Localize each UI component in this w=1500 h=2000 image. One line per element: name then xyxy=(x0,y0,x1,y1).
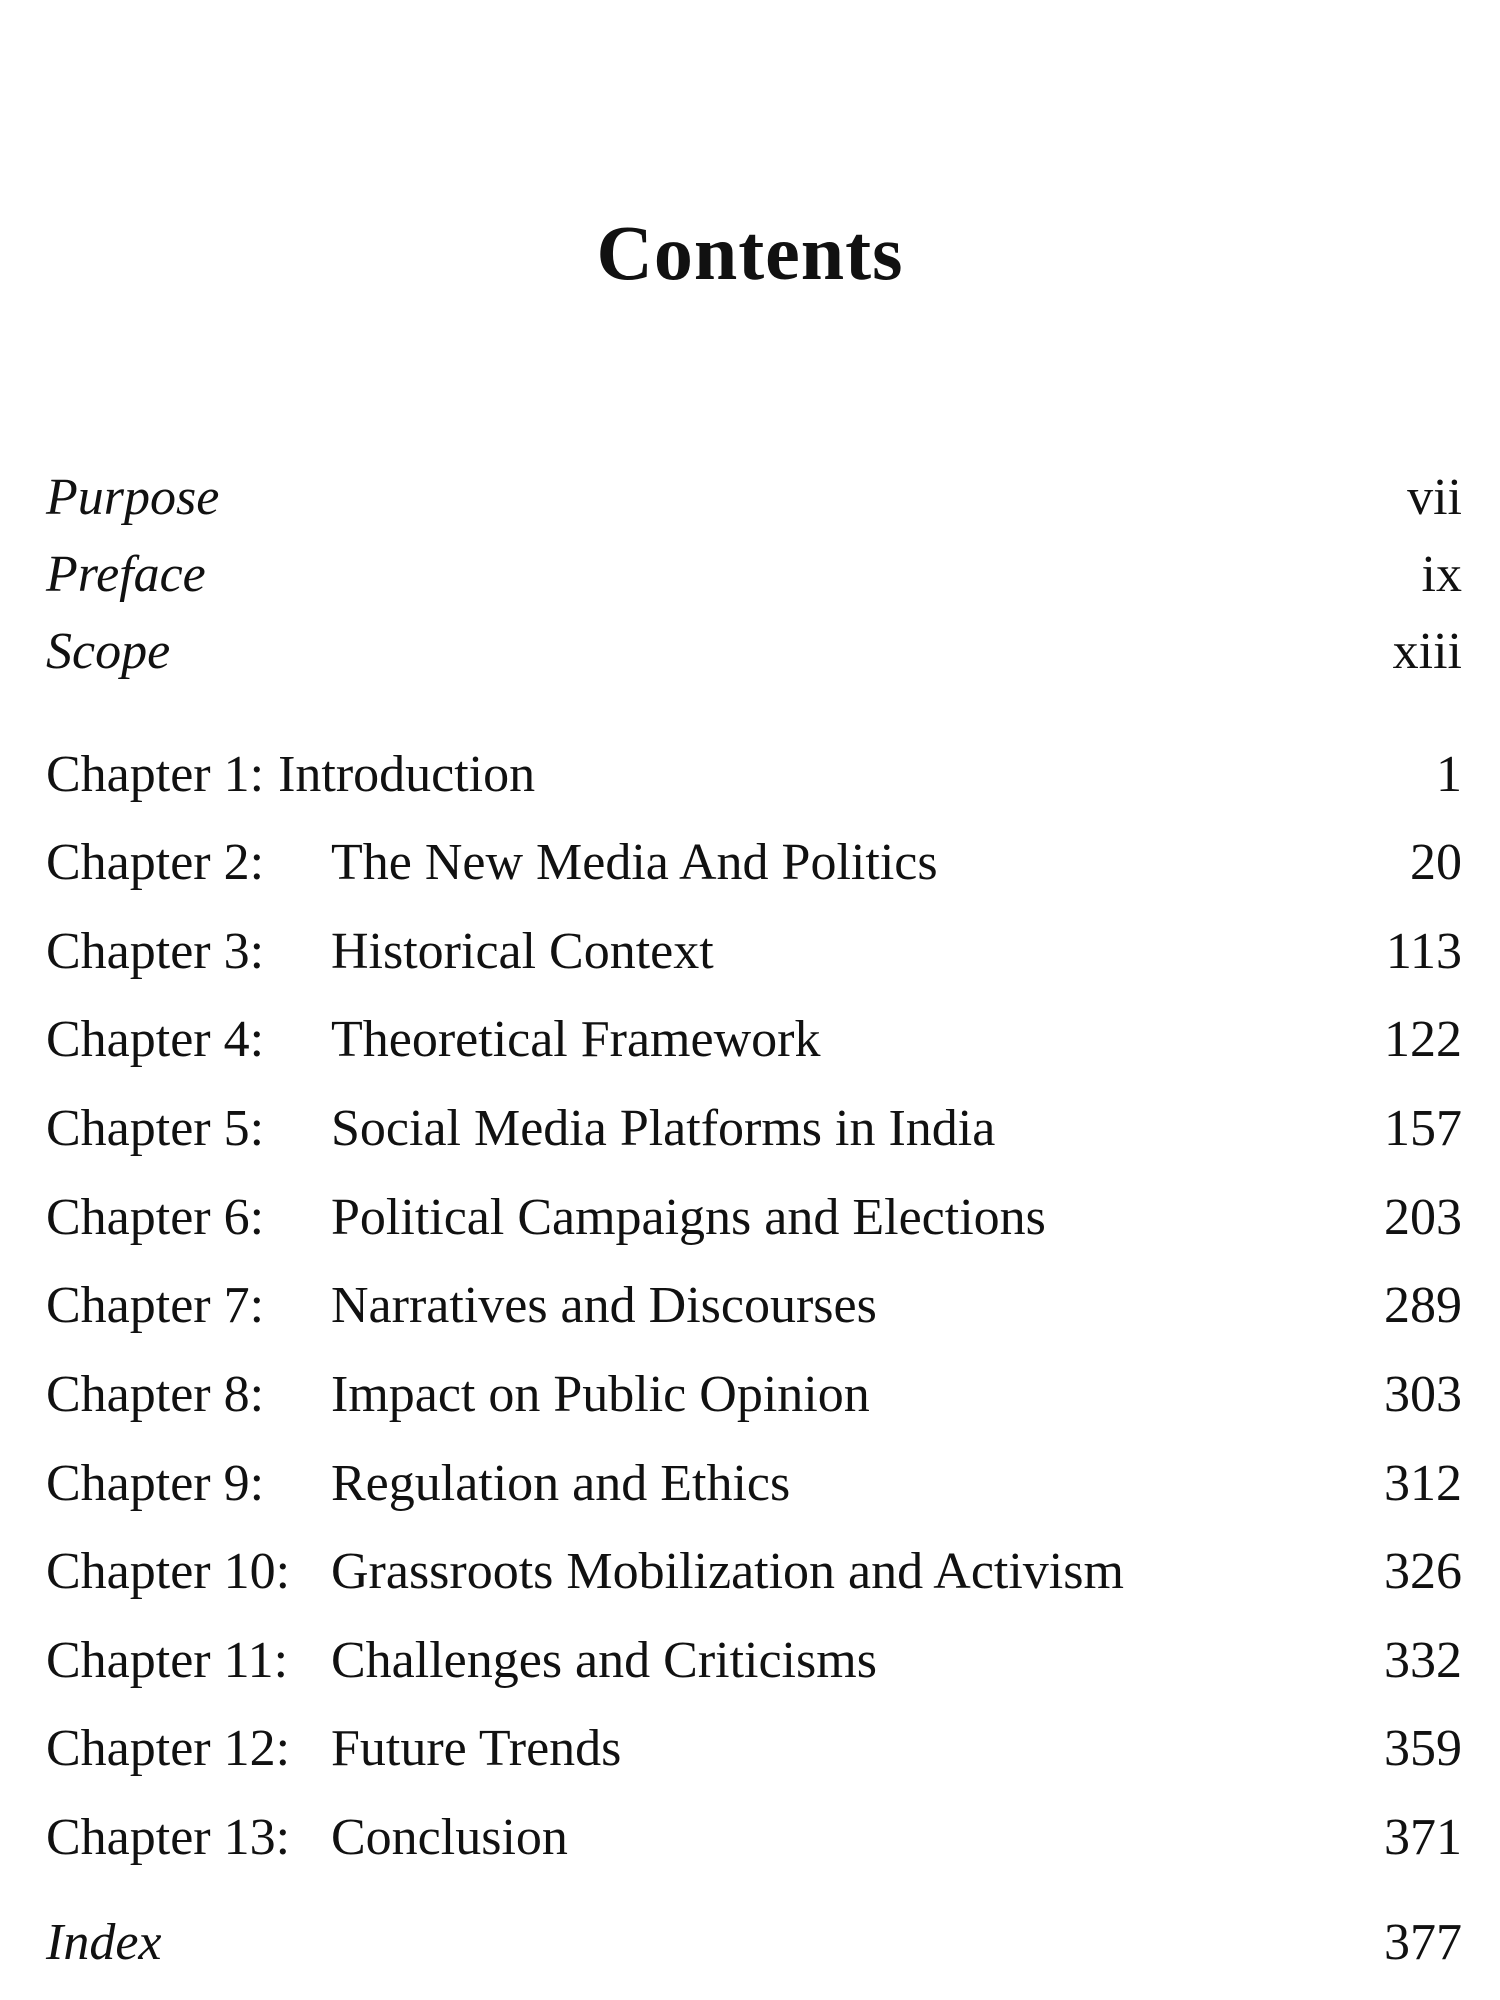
toc-chapter-title: Narratives and Discourses xyxy=(331,1277,877,1334)
toc-chapter-text xyxy=(46,1360,870,1430)
toc-entry-preface[interactable] xyxy=(46,540,1462,610)
toc-page-number: 377 xyxy=(1384,1914,1462,1971)
toc-page-number: 203 xyxy=(1384,1189,1462,1246)
toc-chapter-title: Future Trends xyxy=(331,1720,622,1777)
toc-chapter-number: Chapter 13: xyxy=(46,1809,291,1866)
toc-page-number: 122 xyxy=(1384,1011,1462,1068)
toc-chapter-text xyxy=(46,1005,820,1075)
toc-chapter-text xyxy=(46,740,535,810)
toc-chapter-title: Social Media Platforms in India xyxy=(331,1100,996,1157)
toc-page-number: 20 xyxy=(1410,834,1462,891)
toc-chapter-text xyxy=(46,1803,568,1873)
toc-entry-label: Preface xyxy=(46,546,206,603)
toc-page-number: vii xyxy=(1407,469,1462,526)
toc-entry-chapter-7[interactable] xyxy=(46,1271,1462,1341)
toc-entry-chapter-12[interactable] xyxy=(46,1714,1462,1784)
toc-page-number: 1 xyxy=(1436,746,1462,803)
toc-chapter-title: Impact on Public Opinion xyxy=(331,1366,870,1423)
toc-chapter-text xyxy=(46,1094,995,1164)
toc-page-number: 332 xyxy=(1384,1632,1462,1689)
toc-chapter-title: Regulation and Ethics xyxy=(331,1455,791,1512)
toc-entry-chapter-6[interactable] xyxy=(46,1183,1462,1253)
toc-chapter-title: The New Media And Politics xyxy=(331,834,938,891)
toc-entry-purpose[interactable] xyxy=(46,463,1462,533)
toc-page-number: 312 xyxy=(1384,1455,1462,1512)
toc-entry-chapter-10[interactable] xyxy=(46,1537,1462,1607)
toc-entry-chapter-5[interactable] xyxy=(46,1094,1462,1164)
toc-chapter-text xyxy=(46,828,938,898)
toc-chapter-text xyxy=(46,917,714,987)
toc-chapter-text xyxy=(46,1714,621,1784)
toc-entry-chapter-8[interactable] xyxy=(46,1360,1462,1430)
toc-chapter-number: Chapter 2: xyxy=(46,834,265,891)
toc-chapter-text xyxy=(46,1537,1124,1607)
toc-chapter-title: Conclusion xyxy=(331,1809,568,1866)
toc-chapter-number: Chapter 4: xyxy=(46,1011,265,1068)
toc-entry-chapter-1[interactable] xyxy=(46,740,1462,810)
toc-chapter-title: Introduction xyxy=(278,746,536,803)
toc-entry-index[interactable] xyxy=(46,1908,1462,1978)
toc-page-number: xiii xyxy=(1392,623,1462,680)
toc-page-number: 157 xyxy=(1384,1100,1462,1157)
toc-chapter-number: Chapter 12: xyxy=(46,1720,291,1777)
toc-entry-chapter-13[interactable] xyxy=(46,1803,1462,1873)
toc-entry-label: Purpose xyxy=(46,469,220,526)
toc-chapter-number: Chapter 8: xyxy=(46,1366,265,1423)
toc-entry-label: Index xyxy=(46,1914,162,1971)
toc-chapter-text xyxy=(46,1626,877,1696)
toc-chapter-text xyxy=(46,1271,877,1341)
toc-chapter-number: Chapter 3: xyxy=(46,923,265,980)
toc-entry-label: Scope xyxy=(46,623,171,680)
toc-page-number: 113 xyxy=(1385,923,1462,980)
toc-entry-chapter-2[interactable] xyxy=(46,828,1462,898)
toc-chapter-title: Historical Context xyxy=(331,923,714,980)
toc-chapter-title: Political Campaigns and Elections xyxy=(331,1189,1046,1246)
toc-chapter-title: Grassroots Mobilization and Activism xyxy=(331,1543,1124,1600)
toc-page-number: 371 xyxy=(1384,1809,1462,1866)
toc-chapter-number: Chapter 6: xyxy=(46,1189,265,1246)
toc-chapter-number: Chapter 10: xyxy=(46,1543,291,1600)
toc-entry-chapter-11[interactable] xyxy=(46,1626,1462,1696)
toc-page-number: 326 xyxy=(1384,1543,1462,1600)
toc-page-number: ix xyxy=(1421,546,1462,603)
page-title: Contents xyxy=(596,209,904,296)
toc-entry-chapter-4[interactable] xyxy=(46,1005,1462,1075)
toc-entry-scope[interactable] xyxy=(46,617,1462,687)
toc-page-number: 289 xyxy=(1384,1277,1462,1334)
toc-page-number: 359 xyxy=(1384,1720,1462,1777)
toc-chapter-text xyxy=(46,1449,790,1519)
toc-chapter-number: Chapter 11: xyxy=(46,1632,289,1689)
toc-entry-chapter-3[interactable] xyxy=(46,917,1462,987)
toc-chapter-number: Chapter 9: xyxy=(46,1455,265,1512)
toc-chapter-text xyxy=(46,1183,1046,1253)
toc-chapter-title: Challenges and Criticisms xyxy=(331,1632,877,1689)
toc-entry-chapter-9[interactable] xyxy=(46,1449,1462,1519)
toc-chapter-title: Theoretical Framework xyxy=(331,1011,821,1068)
toc-chapter-number: Chapter 1: xyxy=(46,746,265,803)
toc-chapter-number: Chapter 5: xyxy=(46,1100,265,1157)
toc-chapter-number: Chapter 7: xyxy=(46,1277,265,1334)
toc-page-number: 303 xyxy=(1384,1366,1462,1423)
